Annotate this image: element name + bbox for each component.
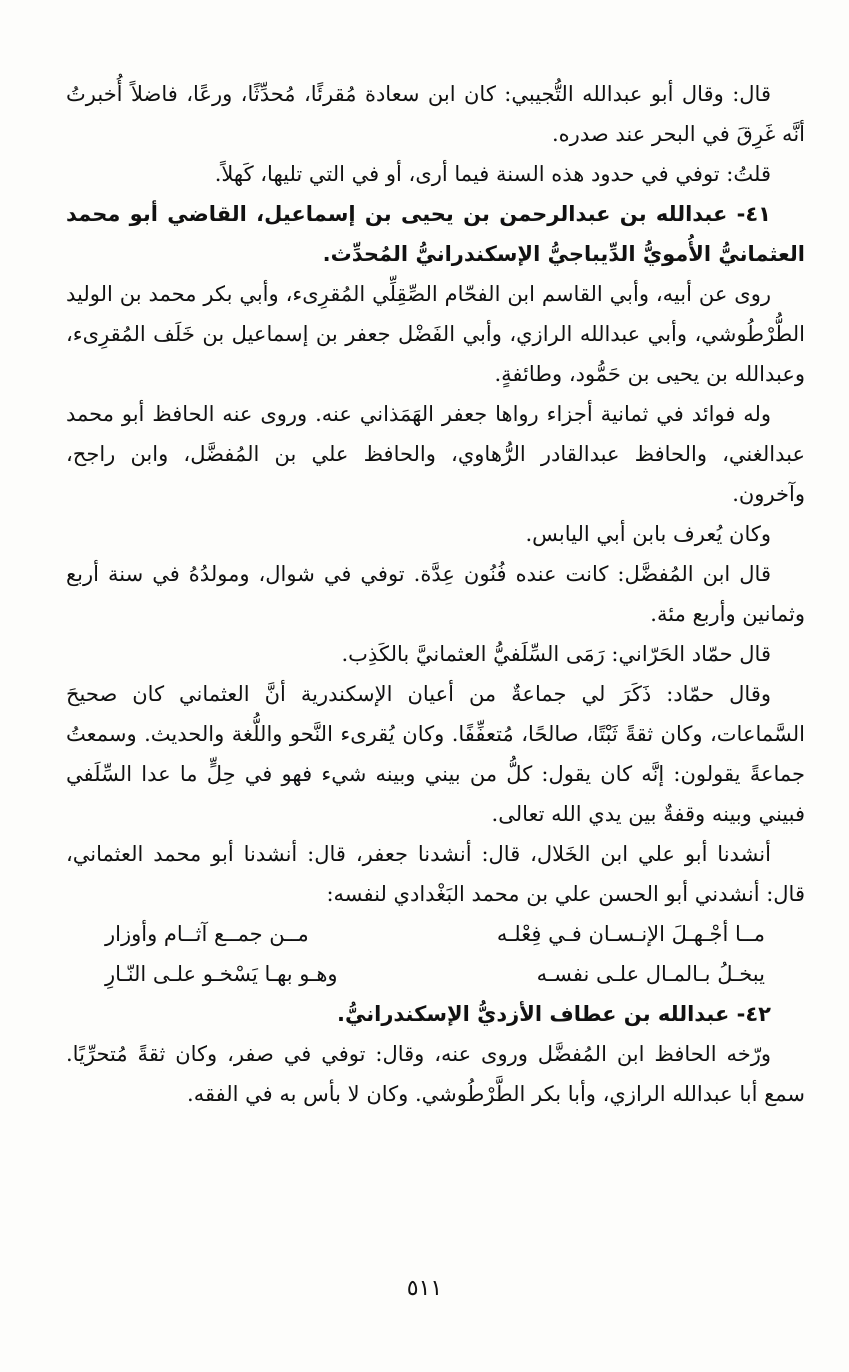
paragraph: قال ابن المُفضَّل: كانت عنده فُنُون عِدَّة. توفي في شوال، ومولدُهُ في سنة أربع وثمانين وأربع مئة.: [66, 562, 805, 626]
paragraph: روى عن أبيه، وأبي القاسم ابن الفحّام الصِّقِلِّي المُقرِىء، وأبي بكر محمد بن الوليد الطُّرْطُوشي، وأبي عبدالله الرازي، وأبي الفَضْل جعفر بن إسماعيل بن خَلَف المُقرِىء، وعبدالله بن يحيى بن حَمُّود، وطائفةٍ.: [66, 282, 805, 386]
paragraph: وقال حمّاد: ذَكَرَ لي جماعةٌ من أعيان الإسكندرية أنَّ العثماني كان صحيحَ السَّماعات، وكان ثقةً ثَبْتًا، صالحًا، مُتعفِّفًا. وكان يُقرىء النَّحو واللُّغة والحديث. وسمعتُ جماعةً يقولون: إنَّه كان يقول: كلُّ من بيني وبينه شيء فهو في حِلٍّ ما عدا السِّلَفي فبيني وبينه وقفةٌ بين يدي الله تعالى.: [66, 682, 805, 826]
paragraph: وله فوائد في ثمانية أجزاء رواها جعفر الهَمَذاني عنه. وروى عنه الحافظ أبو محمد عبدالغني، والحافظ عبدالقادر الرُّهاوي، والحافظ علي بن المُفضَّل، وابن راجح، وآخرون.: [66, 402, 805, 506]
entry-heading-42: ٤٢- عبدالله بن عطاف الأزديُّ الإسكندرانيُّ.: [337, 1002, 771, 1026]
poem-verse: [105, 954, 765, 994]
paragraph: أنشدنا أبو علي ابن الخَلال، قال: أنشدنا جعفر، قال: أنشدنا أبو محمد العثماني، قال: أنشدني أبو الحسن علي بن محمد البَغْدادي لنفسه:: [66, 842, 805, 906]
paragraph: قال حمّاد الحَرّاني: رَمَى السِّلَفيُّ العثمانيَّ بالكَذِب.: [341, 642, 771, 666]
paragraph: قال: وقال أبو عبدالله التُّجيبي: كان ابن سعادة مُقرئًا، مُحدِّثًا، ورعًا، فاضلاً أُخبرتُ أنَّه غَرِقَ في البحر عند صدره.: [66, 82, 805, 146]
poem-verse: [105, 914, 765, 954]
verse-second-hemistich: وهـو بهـا يَسْخـو علـى النّـارِ: [105, 962, 338, 986]
verse-first-hemistich: مــا أجْـهـلَ الإنـسـان فـي فِعْلـه: [496, 922, 765, 946]
page-number: ٥١١: [406, 1276, 443, 1301]
entry-heading-41: ٤١- عبدالله بن عبدالرحمن بن يحيى بن إسماعيل، القاضي أبو محمد العثمانيُّ الأُمويُّ الدِّيباجيُّ الإسكندرانيُّ المُحدِّث.: [66, 202, 805, 266]
poem: [66, 914, 805, 994]
paragraph: قلتُ: توفي في حدود هذه السنة فيما أرى، أو في التي تليها، كَهلاً.: [214, 162, 771, 186]
paragraph: وكان يُعرف بابن أبي اليابس.: [525, 522, 771, 546]
paragraph: ورّخه الحافظ ابن المُفضَّل وروى عنه، وقال: توفي في صفر، وكان ثقةً مُتحرِّيًا. سمع أبا عبدالله الرازي، وأبا بكر الطَّرْطُوشي. وكان لا بأس به في الفقه.: [66, 1042, 805, 1106]
verse-second-hemistich: مــن جمــع آثــام وأوزار: [105, 922, 309, 946]
verse-first-hemistich: يبخـلُ بـالمـال علـى نفسـه: [536, 962, 765, 986]
